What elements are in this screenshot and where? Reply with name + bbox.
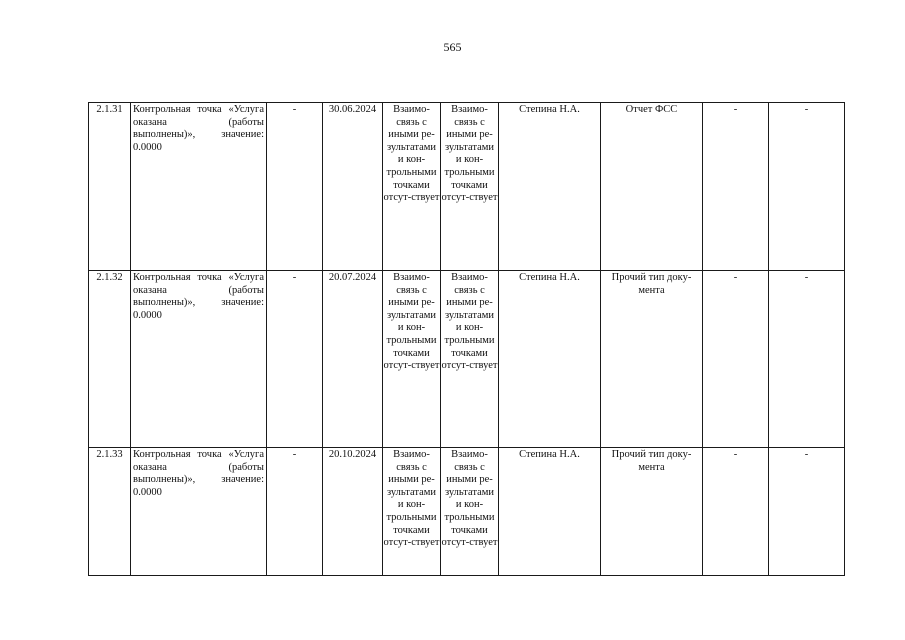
dash-cell: -: [769, 448, 845, 576]
control-point-name: Контрольная точка «Услуга оказана (работы выполнены)», значение: 0.0000: [131, 271, 267, 448]
base-value-cell: -: [267, 271, 323, 448]
relation-cell: Взаимо-связь с иными ре-зультатами и кон-трольными точками отсут-ствует: [383, 103, 441, 271]
date-cell: 30.06.2024: [323, 103, 383, 271]
relation-cell: Взаимо-связь с иными ре-зультатами и кон-трольными точками отсут-ствует: [441, 271, 499, 448]
table-row: [89, 271, 845, 448]
page-number: 565: [443, 40, 462, 54]
relation-cell: Взаимо-связь с иными ре-зультатами и кон-трольными точками отсут-ствует: [441, 103, 499, 271]
table-row: [89, 103, 845, 271]
row-number: 2.1.31: [89, 103, 131, 271]
responsible-cell: Степина Н.А.: [499, 271, 601, 448]
table-row: [89, 448, 845, 576]
control-point-name: Контрольная точка «Услуга оказана (работы выполнены)», значение: 0.0000: [131, 448, 267, 576]
relation-cell: Взаимо-связь с иными ре-зультатами и кон-трольными точками отсут-ствует: [441, 448, 499, 576]
document-type-cell: Отчет ФСС: [601, 103, 703, 271]
responsible-cell: Степина Н.А.: [499, 103, 601, 271]
control-point-name: Контрольная точка «Услуга оказана (работы выполнены)», значение: 0.0000: [131, 103, 267, 271]
dash-cell: -: [703, 448, 769, 576]
dash-cell: -: [703, 103, 769, 271]
dash-cell: -: [769, 103, 845, 271]
row-number: 2.1.33: [89, 448, 131, 576]
dash-cell: -: [703, 271, 769, 448]
date-cell: 20.10.2024: [323, 448, 383, 576]
dash-cell: -: [769, 271, 845, 448]
base-value-cell: -: [267, 103, 323, 271]
relation-cell: Взаимо-связь с иными ре-зультатами и кон-трольными точками отсут-ствует: [383, 271, 441, 448]
control-points-table: [88, 102, 845, 576]
relation-cell: Взаимо-связь с иными ре-зультатами и кон-трольными точками отсут-ствует: [383, 448, 441, 576]
base-value-cell: -: [267, 448, 323, 576]
document-type-cell: Прочий тип доку-мента: [601, 271, 703, 448]
responsible-cell: Степина Н.А.: [499, 448, 601, 576]
date-cell: 20.07.2024: [323, 271, 383, 448]
row-number: 2.1.32: [89, 271, 131, 448]
document-type-cell: Прочий тип доку-мента: [601, 448, 703, 576]
